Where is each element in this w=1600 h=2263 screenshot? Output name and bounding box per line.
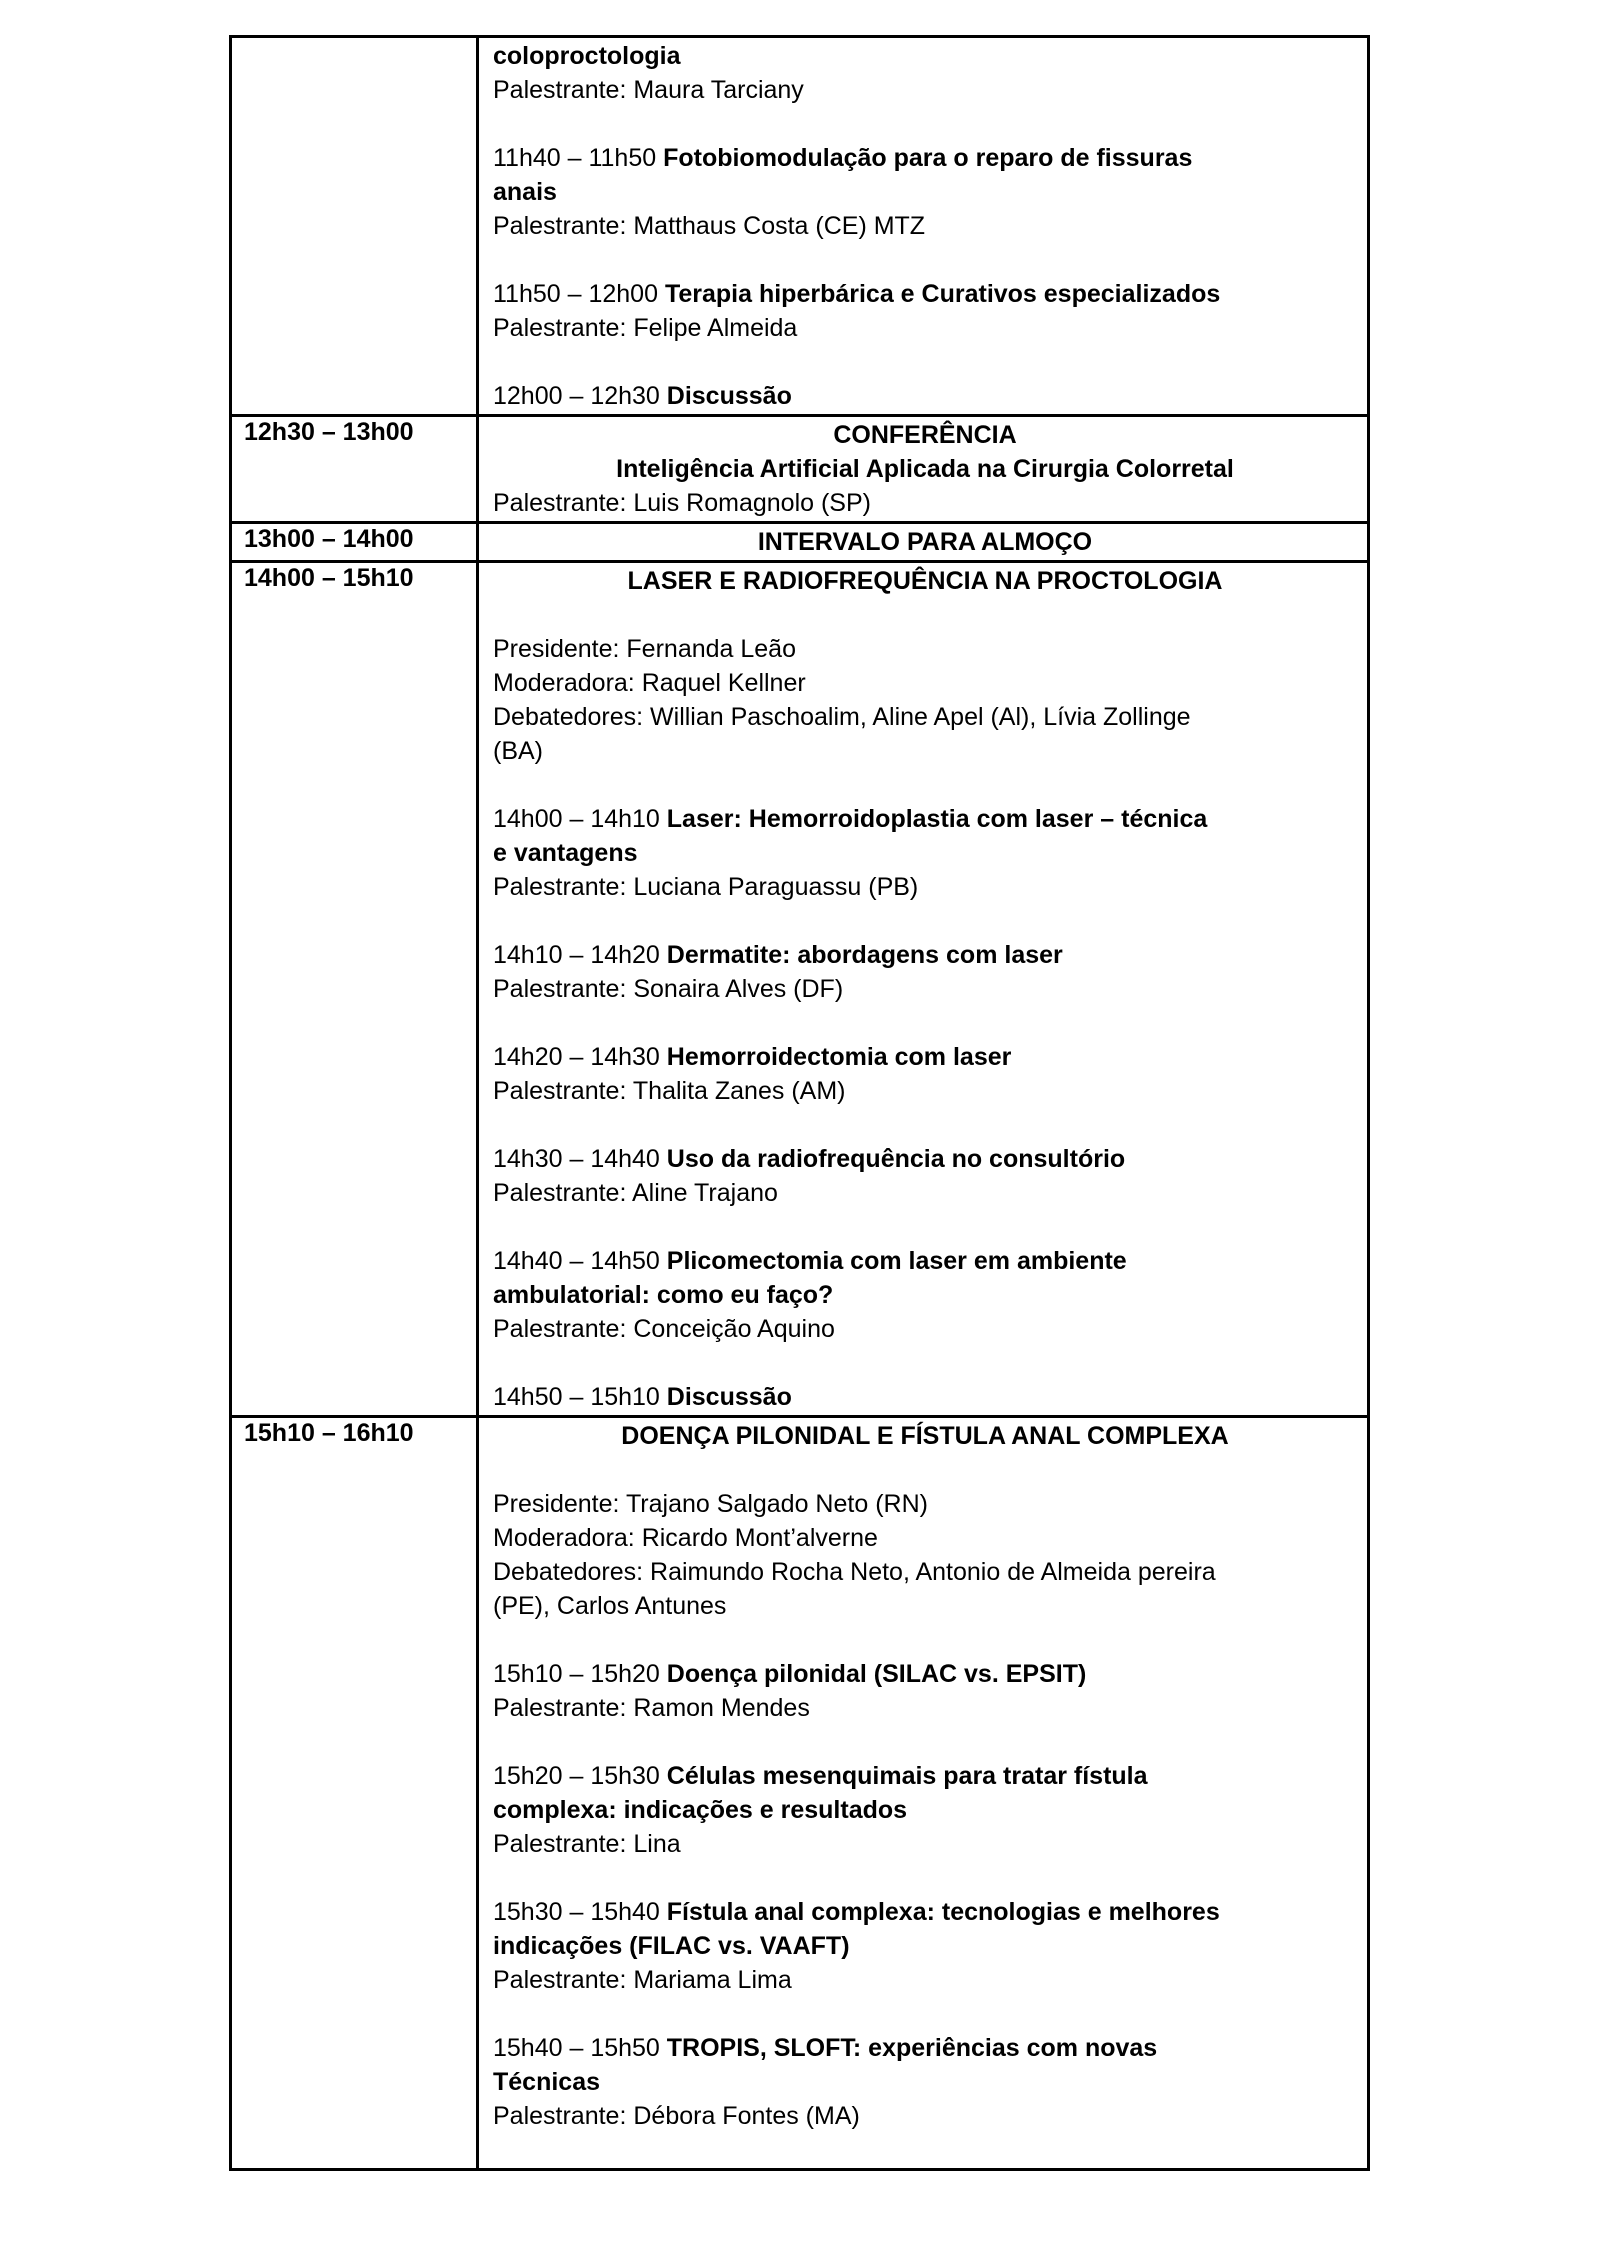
- text-line: [493, 2065, 1357, 2099]
- blank-line: [493, 1725, 1357, 1759]
- time-cell: [231, 37, 478, 416]
- session-cell: [478, 1417, 1369, 2170]
- text-line: [493, 1176, 1357, 1210]
- text-line: [493, 1657, 1357, 1691]
- bold-text: Uso da radiofrequência no consultório: [666, 1145, 1126, 1173]
- regular-text: Presidente: Fernanda Leão: [493, 635, 796, 663]
- text-line: [493, 802, 1357, 836]
- regular-text: 14h20 – 14h30: [493, 1043, 667, 1071]
- regular-text: 14h10 – 14h20: [493, 941, 667, 969]
- regular-text: Palestrante: Mariama Lima: [493, 1966, 792, 1994]
- text-line: [493, 870, 1357, 904]
- regular-text: Presidente: Trajano Salgado Neto (RN): [493, 1490, 928, 1518]
- blank-line: [493, 1623, 1357, 1657]
- regular-text: Palestrante: Aline Trajano: [493, 1179, 778, 1207]
- regular-text: Moderadora: Raquel Kellner: [493, 669, 806, 697]
- bold-text: Células mesenquimais para tratar fístula: [666, 1762, 1148, 1790]
- bold-text: coloproctologia: [493, 42, 681, 70]
- time-cell: 12h30 – 13h00: [231, 416, 478, 523]
- text-line: [493, 1555, 1357, 1589]
- text-line: [493, 1759, 1357, 1793]
- regular-text: Palestrante: Luciana Paraguassu (PB): [493, 873, 919, 901]
- schedule-table-body: [231, 37, 1369, 2170]
- text-line: [493, 1929, 1357, 1963]
- text-line: [493, 209, 1357, 243]
- regular-text: 14h50 – 15h10: [493, 1383, 667, 1411]
- regular-text: Palestrante: Ramon Mendes: [493, 1694, 810, 1722]
- text-line: [493, 1827, 1357, 1861]
- bold-text: Fístula anal complexa: tecnologias e melhores: [666, 1898, 1220, 1926]
- text-line: [493, 1487, 1357, 1521]
- blank-line: [493, 345, 1357, 379]
- bold-text: ambulatorial: como eu faço?: [493, 1281, 834, 1309]
- bold-text: Doença pilonidal (SILAC vs. EPSIT): [666, 1660, 1087, 1688]
- text-line: [493, 175, 1357, 209]
- regular-text: Palestrante: Conceição Aquino: [493, 1315, 835, 1343]
- regular-text: (PE), Carlos Antunes: [493, 1592, 727, 1620]
- text-line: [493, 525, 1357, 559]
- bold-text: Dermatite: abordagens com laser: [666, 941, 1063, 969]
- regular-text: 15h40 – 15h50: [493, 2034, 667, 2062]
- regular-text: Palestrante: Thalita Zanes (AM): [493, 1077, 846, 1105]
- text-line: [493, 1895, 1357, 1929]
- bold-text: Terapia hiperbárica e Curativos especializados: [664, 280, 1221, 308]
- text-line: [493, 486, 1357, 520]
- text-line: [493, 452, 1357, 486]
- regular-text: Palestrante: Maura Tarciany: [493, 76, 804, 104]
- text-line: [493, 1963, 1357, 1997]
- regular-text: 11h50 – 12h00: [493, 280, 665, 308]
- regular-text: (BA): [493, 737, 543, 765]
- blank-line: [493, 1346, 1357, 1380]
- bold-text: DOENÇA PILONIDAL E FÍSTULA ANAL COMPLEXA: [621, 1422, 1229, 1450]
- text-line: [493, 1691, 1357, 1725]
- text-line: [493, 666, 1357, 700]
- text-line: [493, 1589, 1357, 1623]
- regular-text: 15h30 – 15h40: [493, 1898, 667, 1926]
- regular-text: 15h20 – 15h30: [493, 1762, 667, 1790]
- text-line: [493, 311, 1357, 345]
- text-line: [493, 564, 1357, 598]
- time-cell: 13h00 – 14h00: [231, 523, 478, 562]
- blank-line: [493, 2133, 1357, 2167]
- text-line: [493, 73, 1357, 107]
- blank-line: [493, 1108, 1357, 1142]
- text-line: [493, 1074, 1357, 1108]
- text-line: [493, 39, 1357, 73]
- bold-text: Plicomectomia com laser em ambiente: [666, 1247, 1127, 1275]
- text-line: [493, 418, 1357, 452]
- blank-line: [493, 1453, 1357, 1487]
- regular-text: 14h40 – 14h50: [493, 1247, 667, 1275]
- regular-text: Debatedores: Raimundo Rocha Neto, Antonio de Almeida pereira: [493, 1558, 1216, 1586]
- bold-text: complexa: indicações e resultados: [493, 1796, 908, 1824]
- text-line: [493, 1521, 1357, 1555]
- text-line: [493, 938, 1357, 972]
- blank-line: [493, 1997, 1357, 2031]
- bold-text: Inteligência Artificial Aplicada na Cirurgia Colorretal: [616, 455, 1234, 483]
- text-line: [493, 1040, 1357, 1074]
- blank-line: [493, 768, 1357, 802]
- blank-line: [493, 1210, 1357, 1244]
- bold-text: indicações (FILAC vs. VAAFT): [493, 1932, 850, 1960]
- session-cell: [478, 416, 1369, 523]
- bold-text: Discussão: [666, 1383, 792, 1411]
- text-line: [493, 632, 1357, 666]
- blank-line: [493, 243, 1357, 277]
- table-row: [231, 416, 1369, 523]
- session-cell: [478, 523, 1369, 562]
- regular-text: 11h40 – 11h50: [493, 144, 664, 172]
- blank-line: [493, 904, 1357, 938]
- bold-text: anais: [493, 178, 557, 206]
- bold-text: INTERVALO PARA ALMOÇO: [757, 528, 1093, 556]
- regular-text: Palestrante: Lina: [493, 1830, 681, 1858]
- regular-text: 14h00 – 14h10: [493, 805, 667, 833]
- bold-text: e vantagens: [493, 839, 638, 867]
- regular-text: Palestrante: Felipe Almeida: [493, 314, 798, 342]
- text-line: [493, 972, 1357, 1006]
- regular-text: Palestrante: Sonaira Alves (DF): [493, 975, 844, 1003]
- schedule-table: [229, 35, 1370, 2171]
- text-line: [493, 2031, 1357, 2065]
- session-cell: [478, 37, 1369, 416]
- text-line: [493, 1142, 1357, 1176]
- text-line: [493, 1793, 1357, 1827]
- text-line: [493, 1244, 1357, 1278]
- table-row: [231, 562, 1369, 1417]
- session-cell: [478, 562, 1369, 1417]
- text-line: [493, 1419, 1357, 1453]
- bold-text: Discussão: [666, 382, 792, 410]
- bold-text: Fotobiomodulação para o reparo de fissuras: [663, 144, 1193, 172]
- bold-text: Técnicas: [493, 2068, 601, 2096]
- table-row: [231, 523, 1369, 562]
- text-line: [493, 141, 1357, 175]
- text-line: [493, 1380, 1357, 1414]
- bold-text: Laser: Hemorroidoplastia com laser – técnica: [666, 805, 1208, 833]
- time-cell: 15h10 – 16h10: [231, 1417, 478, 2170]
- bold-text: LASER E RADIOFREQUÊNCIA NA PROCTOLOGIA: [627, 567, 1223, 595]
- text-line: [493, 700, 1357, 734]
- bold-text: Hemorroidectomia com laser: [666, 1043, 1012, 1071]
- regular-text: Debatedores: Willian Paschoalim, Aline Apel (Al), Lívia Zollinge: [493, 703, 1191, 731]
- text-line: [493, 734, 1357, 768]
- table-row: [231, 1417, 1369, 2170]
- text-line: [493, 836, 1357, 870]
- bold-text: TROPIS, SLOFT: experiências com novas: [666, 2034, 1158, 2062]
- text-line: [493, 1312, 1357, 1346]
- blank-line: [493, 1006, 1357, 1040]
- regular-text: Palestrante: Débora Fontes (MA): [493, 2102, 860, 2130]
- regular-text: 15h10 – 15h20: [493, 1660, 667, 1688]
- blank-line: [493, 107, 1357, 141]
- time-cell: 14h00 – 15h10: [231, 562, 478, 1417]
- blank-line: [493, 1861, 1357, 1895]
- blank-line: [493, 598, 1357, 632]
- regular-text: Palestrante: Matthaus Costa (CE) MTZ: [493, 212, 926, 240]
- text-line: [493, 2099, 1357, 2133]
- text-line: [493, 1278, 1357, 1312]
- text-line: [493, 277, 1357, 311]
- table-row: [231, 37, 1369, 416]
- bold-text: CONFERÊNCIA: [833, 421, 1017, 449]
- text-line: [493, 379, 1357, 413]
- regular-text: 14h30 – 14h40: [493, 1145, 667, 1173]
- regular-text: Moderadora: Ricardo Mont’alverne: [493, 1524, 878, 1552]
- regular-text: 12h00 – 12h30: [493, 382, 667, 410]
- regular-text: Palestrante: Luis Romagnolo (SP): [493, 489, 871, 517]
